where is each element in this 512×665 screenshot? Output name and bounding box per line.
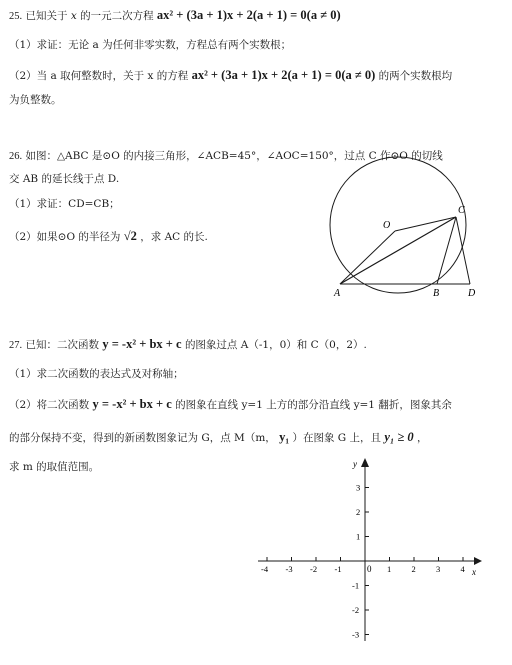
q27-stem-pre: 已知：二次函数 — [25, 339, 99, 351]
x-tick-label: -1 — [334, 564, 342, 574]
q27-function: y = -x² + bx + c — [102, 337, 182, 351]
x-axis-arrow — [474, 557, 482, 565]
y-tick-label: 2 — [356, 507, 361, 517]
x-axis-label: x — [472, 567, 476, 577]
q25-stem — [9, 8, 341, 24]
q27-line3-pre: 的部分保持不变，得到的新函数图象记为 G，点 M（m， — [9, 432, 276, 444]
segment-oc — [395, 217, 456, 231]
y-tick-label: 1 — [356, 531, 361, 542]
y-tick-label: -1 — [352, 580, 360, 591]
x-tick-label: 3 — [436, 564, 441, 574]
label-d: D — [468, 288, 476, 299]
label-o: O — [383, 220, 391, 231]
q25-part1: （1）求证：无论 a 为任何非零实数，方程总有两个实数根； — [9, 39, 292, 51]
q25-stem-mid: 的一元二次方程 — [80, 10, 154, 22]
x-tick-label: -4 — [261, 564, 269, 574]
segment-ac — [340, 217, 456, 284]
q25-equation: ax² + (3a + 1)x + 2(a + 1) = 0(a ≠ 0) — [156, 8, 341, 22]
q27-condition: y₁ ≥ 0 — [384, 430, 414, 444]
q26-stem-text1: 如图：△ABC 是⊙O 的内接三角形，∠ACB=45°，∠AOC=150°，过点 C 作⊙O 的切线 — [25, 150, 443, 162]
q27-part2-post: 的图象在直线 y=1 上方的部分沿直线 y=1 翻折，图象其余 — [175, 399, 452, 411]
segment-cd — [456, 217, 470, 284]
q26-number: 26. — [9, 151, 23, 162]
x-tick-label: 2 — [411, 564, 416, 574]
q25-number: 25. — [9, 11, 23, 22]
x-ticks — [261, 557, 466, 574]
circle-o — [330, 157, 466, 293]
q25-stem-pre: 已知关于 — [25, 10, 68, 22]
q26-radius: √2 — [123, 229, 137, 243]
q27-part1: （1）求二次函数的表达式及对称轴； — [9, 368, 184, 380]
q25-var-x: x — [70, 10, 77, 22]
q26-part2-post: ，求 AC 的长. — [140, 231, 208, 243]
x-tick-label: 4 — [460, 564, 465, 574]
y-axis-label: y — [353, 459, 357, 469]
q27-line3-mid: ）在图象 G 上，且 — [292, 432, 382, 444]
q26-part1: （1）求证：CD=CB； — [9, 198, 120, 210]
y-tick-label: 3 — [356, 482, 361, 493]
label-b: B — [433, 288, 440, 299]
q26-part2 — [9, 229, 208, 244]
q25-part2 — [9, 68, 452, 83]
q27-line4: 求 m 的取值范围。 — [9, 461, 100, 473]
segment-cb — [437, 217, 456, 284]
q25-part2-pre: （2）当 a 取何整数时，关于 x 的方程 — [9, 70, 189, 82]
q25-part2-post: 的两个实数根均 — [378, 70, 453, 82]
y-tick-label: -3 — [352, 629, 360, 640]
origin-label: 0 — [367, 564, 372, 574]
x-tick-label: -3 — [285, 564, 293, 574]
q25-part2-equation: ax² + (3a + 1)x + 2(a + 1) = 0(a ≠ 0) — [191, 68, 376, 82]
q25-part2-cont: 为负整数。 — [9, 94, 62, 106]
q26-part2-pre: （2）如果⊙O 的半径为 — [9, 231, 121, 243]
y-tick-label: -2 — [352, 605, 360, 615]
q26-stem-line2: 交 AB 的延长线于点 D. — [9, 173, 120, 185]
q27-stem — [9, 337, 367, 353]
q26-circle-figure — [320, 150, 490, 300]
q27-part2-function: y = -x² + bx + c — [92, 397, 172, 411]
label-c: C — [458, 205, 465, 216]
y-axis-arrow — [361, 458, 369, 467]
q27-part2-pre: （2）将二次函数 — [9, 399, 90, 411]
q27-coordinate-axes — [250, 455, 490, 645]
x-tick-label: 1 — [387, 564, 392, 574]
x-tick-label: -2 — [310, 564, 318, 574]
label-a: A — [334, 288, 341, 299]
q27-number: 27. — [9, 340, 23, 351]
q27-line3-end: ， — [417, 432, 428, 444]
q27-part2 — [9, 397, 452, 412]
q27-line3 — [9, 430, 428, 445]
q27-y1: y₁ — [279, 430, 290, 444]
q27-stem-post: 的图象过点 A（-1，0）和 C（0，2）. — [184, 339, 367, 351]
